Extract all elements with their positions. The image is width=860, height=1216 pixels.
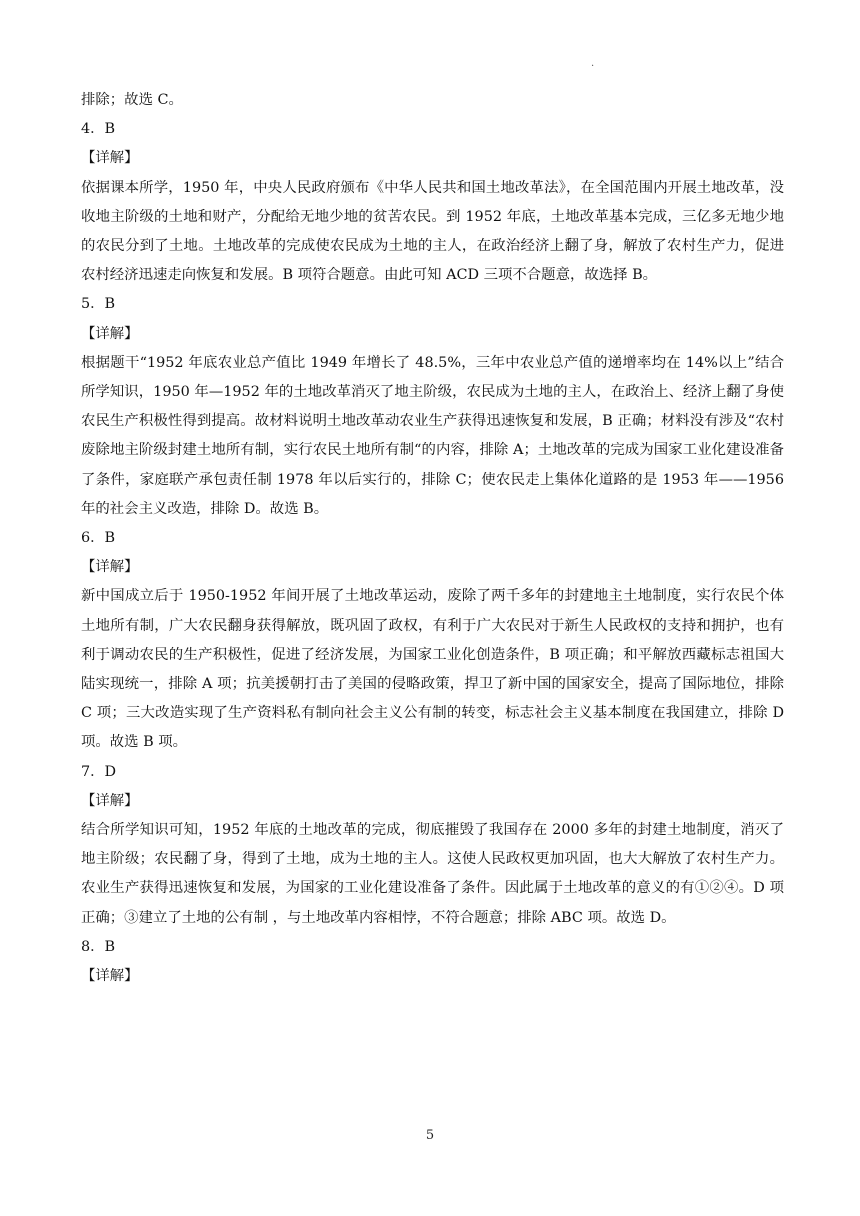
explanation-label: 【详解】 bbox=[81, 559, 139, 576]
explanation-label: 【详解】 bbox=[81, 325, 139, 342]
text-line: 排除；故选 C。 bbox=[81, 92, 183, 108]
explanation-paragraph: 新中国成立后于 1950-1952 年间开展了土地改革运动，废除了两千多年的封建地主土地制度，实行农民个体土地所有制，广大农民翻身获得解放，既巩固了政权，有利于广大农民对于新生人民政权的支持和拥护，也有利于调动农民的生产积极性，促进了经济发展，为国家工业化创造条件，B 项正确；和平解放西藏标志祖国大陆实现统一，排除 A 项；抗美援朝打击了美国的侵略政策，捍卫了新中国的国家安全，提高了国际地位，排除 C 项；三大改造实现了生产资料私有制向社会主义公有制的转变，标志社会主义基本制度在我国建立，排除 D 项。故选 B 项。 bbox=[81, 588, 784, 751]
answer-number: 5．B bbox=[81, 296, 116, 313]
explanation-paragraph: 结合所学知识可知，1952 年底的土地改革的完成，彻底摧毁了我国存在 2000 多年的封建土地制度，消灭了地主阶级；农民翻了身，得到了土地，成为土地的主人。这使人民政权更加巩固，也大大解放了农村生产力。农业生产获得迅速恢复和发展，为国家的工业化建设准备了条件。因此属于土地改革的意义的有①②④。D 项正确；③建立了土地的公有制 ，与土地改革内容相悖，不符合题意；排除 ABC 项。故选 D。 bbox=[81, 821, 784, 926]
explanation-label: 【详解】 bbox=[81, 967, 139, 984]
answer-number: 8．B bbox=[81, 938, 116, 955]
header-mark: . bbox=[591, 58, 595, 69]
page-number: 5 bbox=[425, 1128, 435, 1143]
explanation-paragraph: 依据课本所学，1950 年，中央人民政府颁布《中华人民共和国土地改革法》，在全国范围内开展土地改革，没收地主阶级的土地和财产，分配给无地少地的贫苦农民。到 1952 年底，土地改革基本完成，三亿多无地少地的农民分到了土地。土地改革的完成使农民成为土地的主人，在政治经济上翻了身，解放了农村生产力，促进农村经济迅速走向恢复和发展。B 项符合题意。由此可知 ACD 三项不合题意，故选择 B。 bbox=[81, 179, 784, 284]
answer-number: 4．B bbox=[81, 121, 116, 138]
explanation-label: 【详解】 bbox=[81, 792, 139, 809]
explanation-label: 【详解】 bbox=[81, 150, 139, 167]
answer-explanations bbox=[81, 86, 784, 991]
explanation-paragraph: 根据题干“1952 年底农业总产值比 1949 年增长了 48.5%，三年中农业总产值的递增率均在 14%以上”结合所学知识，1950 年—1952 年的土地改革消灭了地主阶级，农民成为土地的主人，在政治上、经济上翻了身使农民生产积极性得到提高。故材料说明土地改革动农业生产获得迅速恢复和发展，B 正确；材料没有涉及“农村废除地主阶级封建土地所有制，实行农民土地所有制“的内容，排除 A；土地改革的完成为国家工业化建设准备了条件，家庭联产承包责任制 1978 年以后实行的，排除 C；使农民走上集体化道路的是 1953 年——1956 年的社会主义改造，排除 D。故选 B。 bbox=[81, 354, 784, 517]
answer-number: 7．D bbox=[81, 763, 117, 780]
answer-number: 6．B bbox=[81, 529, 116, 546]
